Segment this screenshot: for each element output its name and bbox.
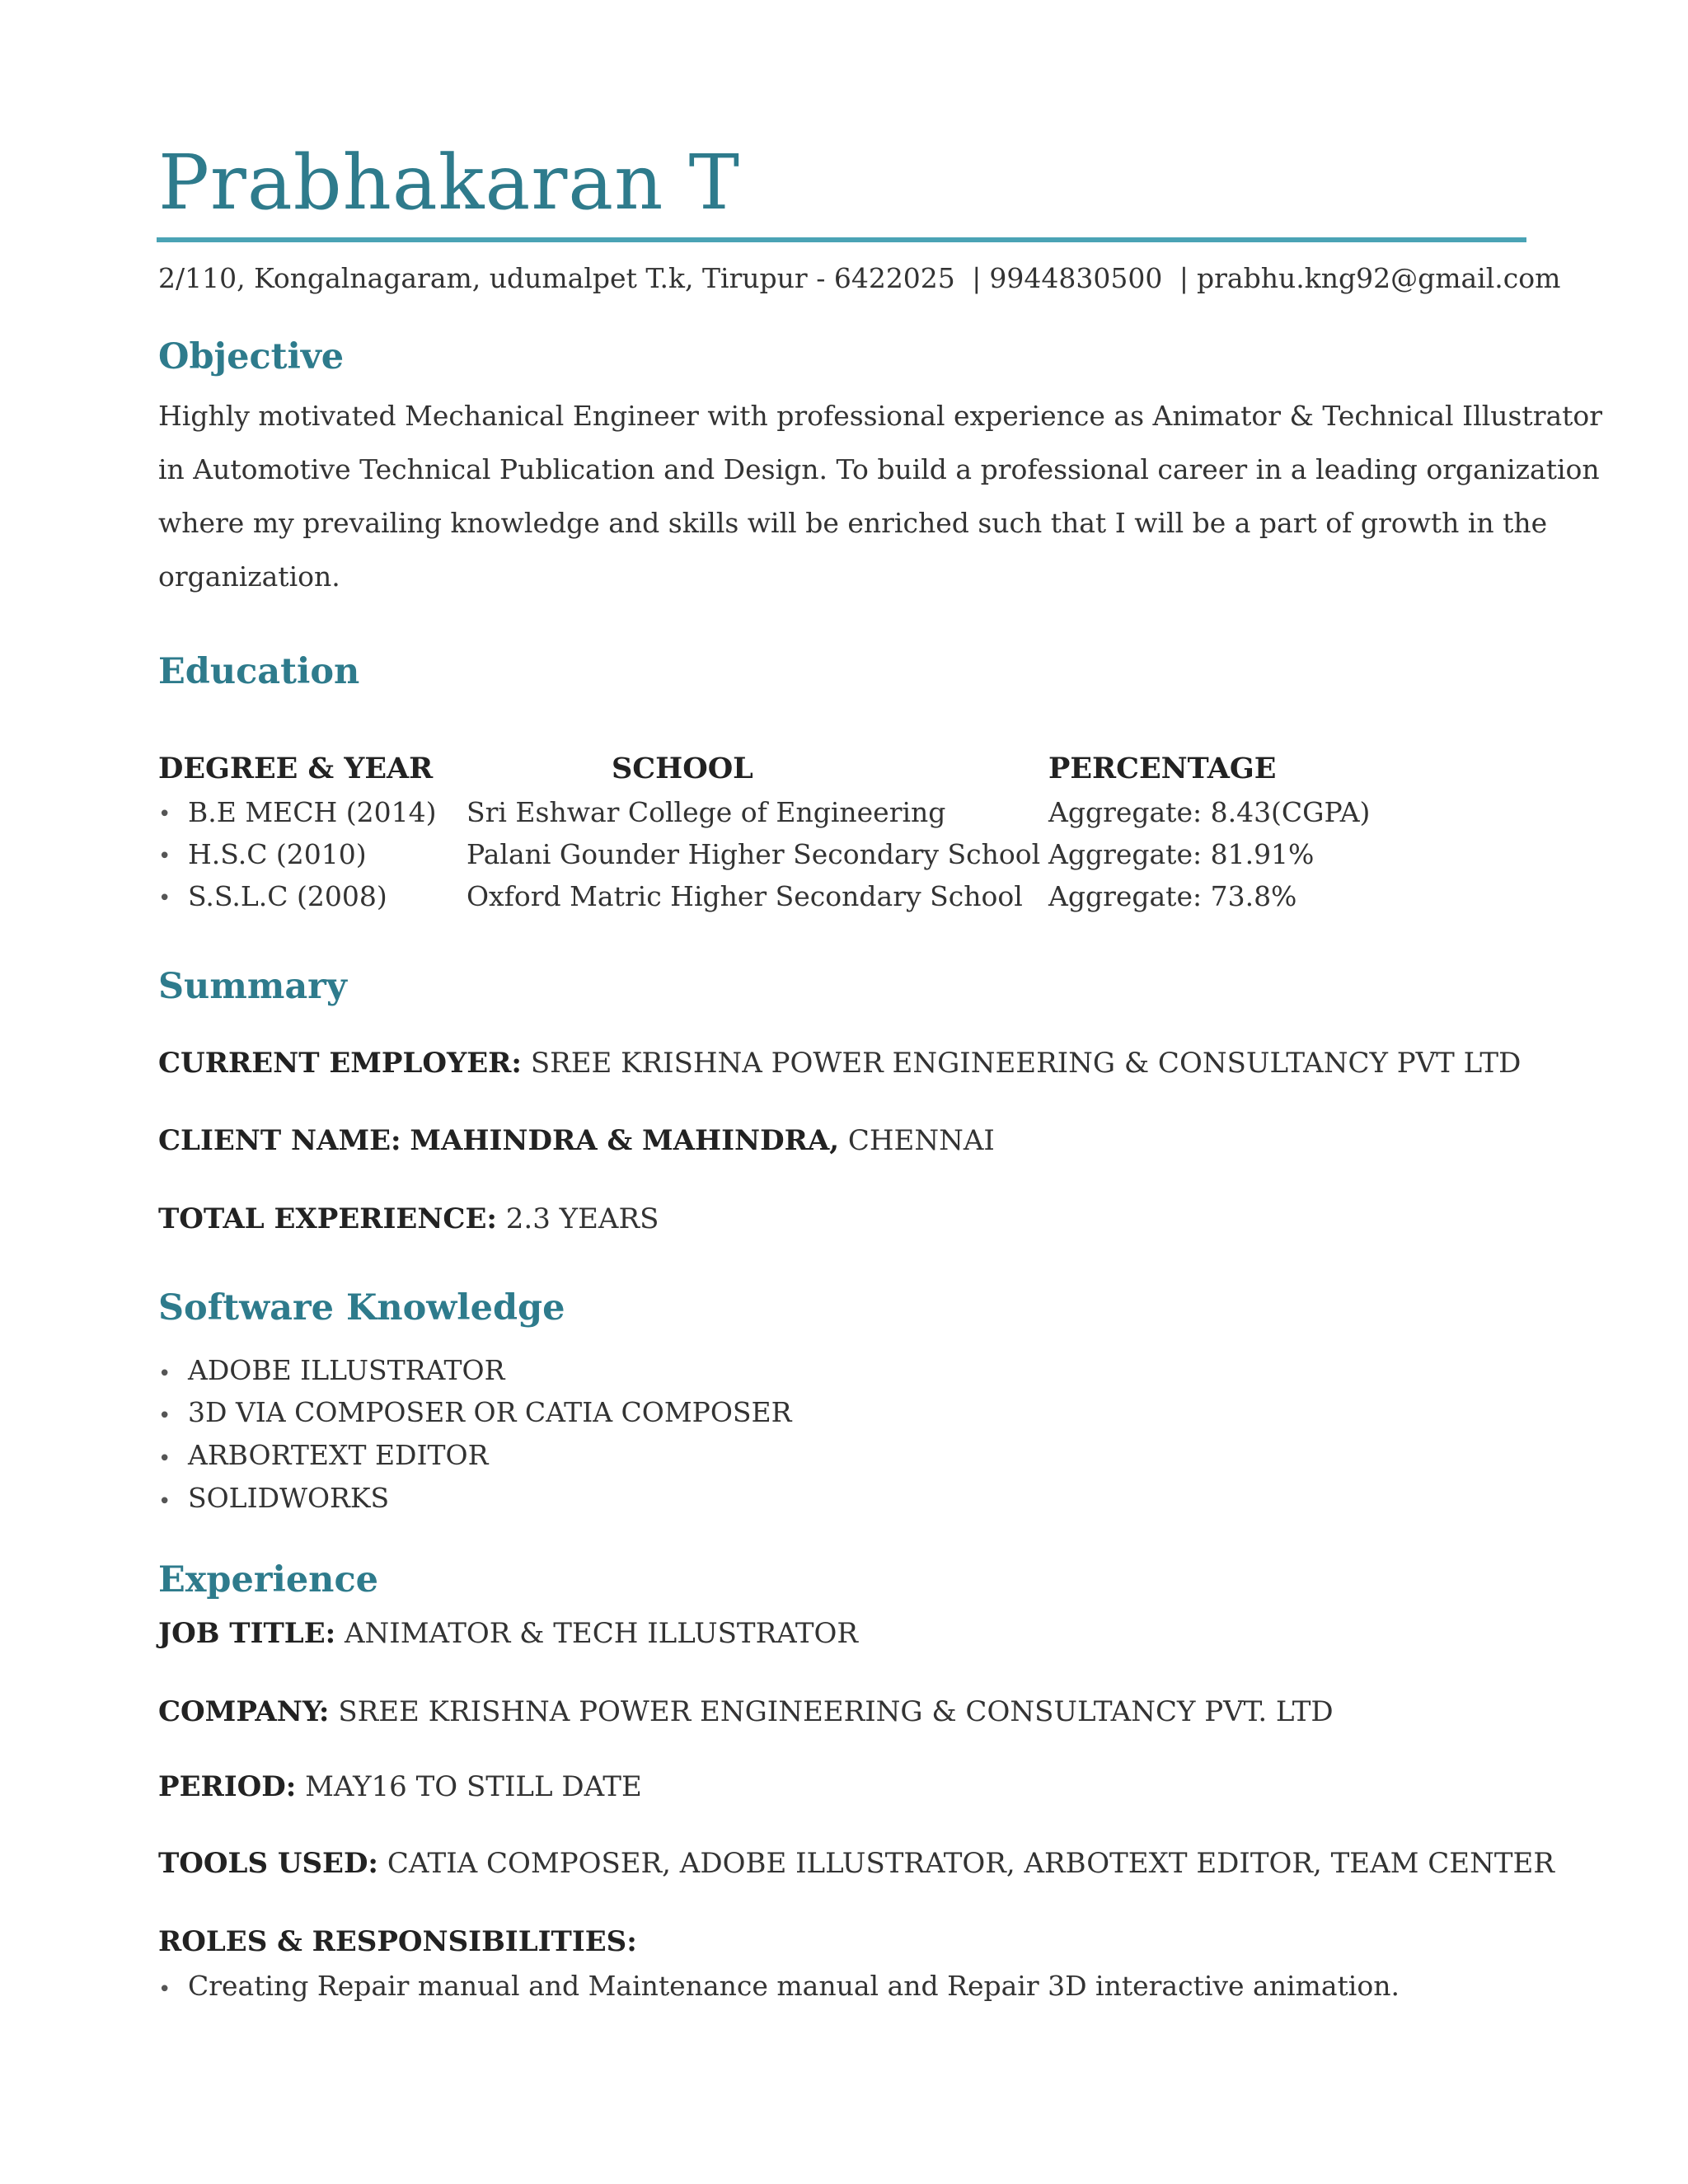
- column-header-school: SCHOOL: [612, 752, 753, 785]
- company-label: COMPANY:: [158, 1695, 330, 1728]
- bullet-icon: •: [158, 1361, 171, 1386]
- current-employer-label: CURRENT EMPLOYER:: [158, 1047, 522, 1080]
- period-line: [158, 1770, 642, 1803]
- period-value: MAY16 TO STILL DATE: [305, 1770, 642, 1803]
- bullet-icon: •: [158, 886, 171, 911]
- objective-line: organization.: [158, 560, 340, 593]
- total-experience-line: [158, 1202, 659, 1235]
- bullet-icon: •: [158, 1446, 171, 1471]
- software-item: ADOBE ILLUSTRATOR: [188, 1354, 505, 1386]
- education-degree: H.S.C (2010): [188, 838, 367, 870]
- education-percentage: Aggregate: 73.8%: [1048, 880, 1297, 912]
- software-item: 3D VIA COMPOSER OR CATIA COMPOSER: [188, 1396, 792, 1428]
- objective-heading: Objective: [158, 336, 345, 377]
- current-employer-line: [158, 1047, 1521, 1080]
- education-heading: Education: [158, 651, 360, 692]
- candidate-name: Prabhakaran T: [158, 138, 741, 227]
- education-degree: S.S.L.C (2008): [188, 880, 387, 912]
- email-link[interactable]: prabhu.kng92@gmail.com: [1197, 262, 1561, 294]
- bullet-icon: •: [158, 802, 171, 827]
- contact-separator: |: [1179, 262, 1189, 294]
- education-school: Oxford Matric Higher Secondary School: [467, 880, 1023, 912]
- address-text: 2/110, Kongalnagaram, udumalpet T.k, Tirupur - 6422025: [158, 262, 955, 294]
- education-percentage: Aggregate: 8.43(CGPA): [1048, 796, 1371, 828]
- total-experience-value: 2.3 YEARS: [505, 1202, 659, 1235]
- column-header-degree: DEGREE & YEAR: [158, 752, 434, 785]
- tools-used-value: CATIA COMPOSER, ADOBE ILLUSTRATOR, ARBOTEXT EDITOR, TEAM CENTER: [387, 1847, 1554, 1880]
- bullet-icon: •: [158, 1977, 171, 2002]
- bullet-icon: •: [158, 1489, 171, 1514]
- software-item: SOLIDWORKS: [188, 1482, 390, 1514]
- objective-line: in Automotive Technical Publication and Design. To build a professional career in a leading organization: [158, 453, 1600, 485]
- tools-used-line: [158, 1847, 1554, 1880]
- company-value: SREE KRISHNA POWER ENGINEERING & CONSULTANCY PVT. LTD: [338, 1695, 1334, 1728]
- tools-used-label: TOOLS USED:: [158, 1847, 378, 1880]
- column-header-percentage: PERCENTAGE: [1048, 752, 1277, 785]
- client-name-value: CHENNAI: [847, 1124, 995, 1157]
- objective-line: where my prevailing knowledge and skills will be enriched such that I will be a part of growth in the: [158, 507, 1548, 539]
- objective-text: [158, 389, 1603, 603]
- education-school: Sri Eshwar College of Engineering: [467, 796, 946, 828]
- education-degree: B.E MECH (2014): [188, 796, 437, 828]
- client-name-bold: MAHINDRA & MAHINDRA,: [410, 1124, 840, 1157]
- contact-separator: |: [972, 262, 982, 294]
- job-title-value: ANIMATOR & TECH ILLUSTRATOR: [344, 1617, 859, 1650]
- education-percentage: Aggregate: 81.91%: [1048, 838, 1315, 870]
- roles-label: ROLES & RESPONSIBILITIES:: [158, 1925, 637, 1958]
- company-line: [158, 1695, 1334, 1728]
- job-title-label: JOB TITLE:: [158, 1617, 336, 1650]
- role-item: Creating Repair manual and Maintenance manual and Repair 3D interactive animation.: [188, 1970, 1400, 2002]
- total-experience-label: TOTAL EXPERIENCE:: [158, 1202, 497, 1235]
- education-school: Palani Gounder Higher Secondary School: [467, 838, 1041, 870]
- software-heading: Software Knowledge: [158, 1287, 565, 1329]
- phone-text: 9944830500: [989, 262, 1163, 294]
- client-name-line: [158, 1124, 995, 1157]
- roles-heading-line: [158, 1925, 637, 1958]
- period-label: PERIOD:: [158, 1770, 297, 1803]
- client-name-label: CLIENT NAME:: [158, 1124, 401, 1157]
- header-divider: [157, 237, 1526, 242]
- objective-line: Highly motivated Mechanical Engineer with professional experience as Animator & Technical Illustrator: [158, 400, 1603, 432]
- current-employer-value: SREE KRISHNA POWER ENGINEERING & CONSULTANCY PVT LTD: [530, 1047, 1522, 1080]
- bullet-icon: •: [158, 1404, 171, 1428]
- experience-heading: Experience: [158, 1559, 378, 1601]
- summary-heading: Summary: [158, 966, 347, 1007]
- contact-line: [158, 262, 1560, 294]
- job-title-line: [158, 1617, 858, 1650]
- bullet-icon: •: [158, 844, 171, 869]
- software-item: ARBORTEXT EDITOR: [188, 1439, 489, 1471]
